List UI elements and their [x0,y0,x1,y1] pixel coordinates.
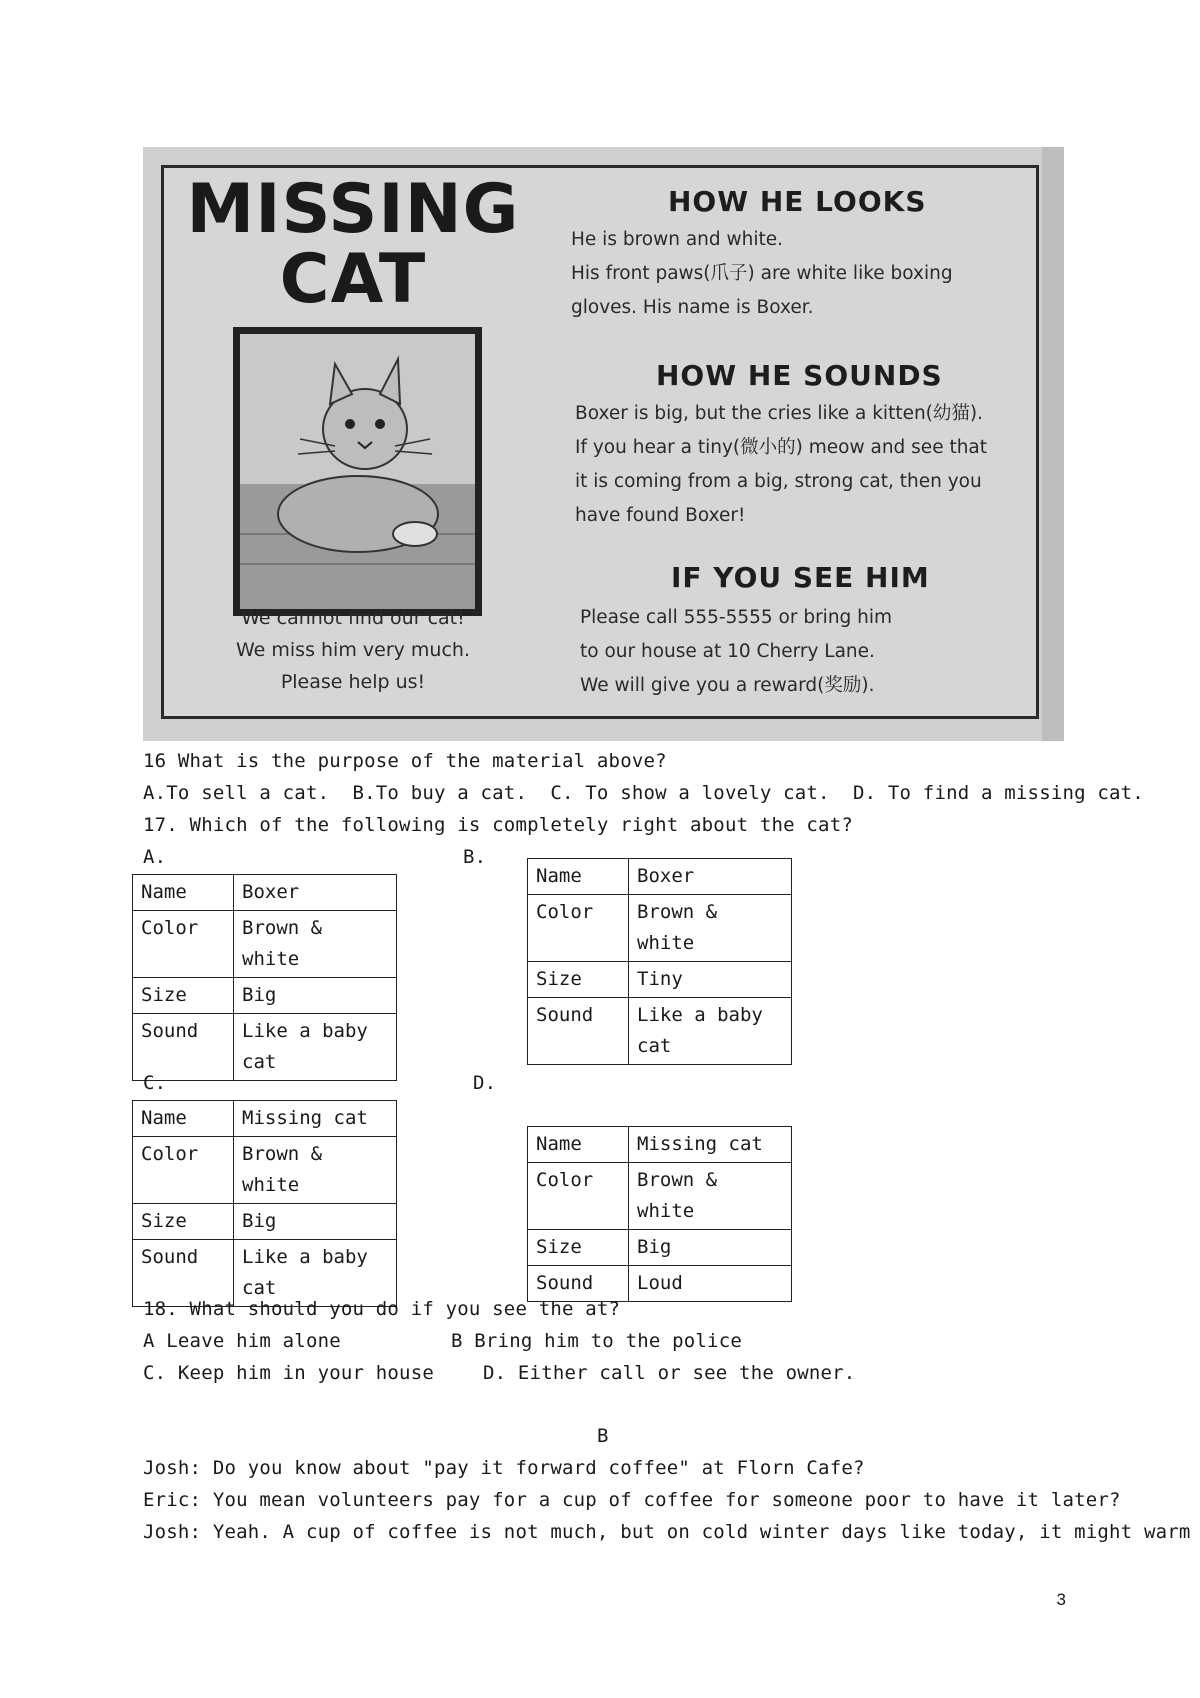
page-number: 3 [1056,1590,1066,1609]
table-key: Sound [133,1240,234,1307]
poster-caption [203,602,503,698]
q17-label-a: A. [143,846,167,868]
table-value: Boxer [234,875,397,911]
q17-label-b: B. [463,846,487,868]
looks-text [571,223,953,325]
table-row [528,895,792,962]
table-value: Like a baby cat [234,1240,397,1307]
table-row [528,1266,792,1302]
section-b-label: B [597,1425,609,1447]
table-row [528,1163,792,1230]
table-key: Sound [528,998,629,1065]
heading-if-you-see-him: IF YOU SEE HIM [671,561,930,594]
missing-cat-poster [143,147,1064,741]
table-value: Like a baby cat [629,998,792,1065]
q17-table-d [527,1126,792,1302]
table-row [133,1240,397,1307]
table-key: Color [133,1137,234,1204]
heading-how-he-sounds: HOW HE SOUNDS [656,359,943,392]
text-line: Please call 555-5555 or bring him [580,607,893,628]
table-key: Size [528,962,629,998]
table-value: Missing cat [629,1127,792,1163]
table-key: Name [528,859,629,895]
cat-photo [233,327,482,616]
table-value: Big [234,1204,397,1240]
table-row [133,1014,397,1081]
table-value: Tiny [629,962,792,998]
text-line: We will give you a reward(奖励). [580,675,875,696]
table-row [133,911,397,978]
table-key: Sound [133,1014,234,1081]
q16-options: A.To sell a cat. B.To buy a cat. C. To show a lovely cat. D. To find a missing cat. [143,782,1144,804]
caption-line: We miss him very much. [235,639,470,661]
q18-option-c: C. Keep him in your house [143,1362,434,1384]
q17-table-c [132,1100,397,1307]
table-value: Brown & white [234,1137,397,1204]
table-row [528,1127,792,1163]
poster-edge [1042,147,1064,741]
cat-illustration-icon [240,334,475,609]
table-row [133,1101,397,1137]
text-line: Boxer is big, but the cries like a kitten(幼猫). [575,403,983,424]
q17-table-a [132,874,397,1081]
text-line: gloves. His name is Boxer. [571,297,814,318]
caption-line: We cannot find our cat! [241,607,465,629]
q17-question: 17. Which of the following is completely right about the cat? [143,814,853,836]
heading-how-he-looks: HOW HE LOOKS [668,185,927,218]
table-key: Size [528,1230,629,1266]
q17-label-c: C. [143,1072,167,1094]
table-key: Name [528,1127,629,1163]
dialogue-line: Eric: You mean volunteers pay for a cup of coffee for someone poor to have it later? [143,1489,1121,1511]
table-value: Missing cat [234,1101,397,1137]
see-him-text [580,601,892,703]
table-row [528,1230,792,1266]
table-key: Name [133,1101,234,1137]
table-row [133,1137,397,1204]
text-line: to our house at 10 Cherry Lane. [580,641,875,662]
poster-title [183,170,523,319]
q18-question: 18. What should you do if you see the at? [143,1298,621,1320]
table-row [133,978,397,1014]
table-value: Big [234,978,397,1014]
table-key: Color [528,895,629,962]
text-line: If you hear a tiny(微小的) meow and see that [575,437,988,458]
poster-title-line1: MISSING [186,170,520,249]
dialogue-line: Josh: Yeah. A cup of coffee is not much, but on cold winter days like today, it might warm [143,1521,1191,1543]
table-key: Size [133,1204,234,1240]
text-line: it is coming from a big, strong cat, then you [575,471,982,492]
table-key: Color [133,911,234,978]
dialogue-line: Josh: Do you know about "pay it forward coffee" at Florn Cafe? [143,1457,865,1479]
caption-line: Please help us! [280,671,426,693]
q18-option-b: B Bring him to the police [451,1330,742,1352]
table-key: Color [528,1163,629,1230]
text-line: His front paws(爪子) are white like boxing [571,263,953,284]
q18-option-d: D. Either call or see the owner. [483,1362,856,1384]
text-line: He is brown and white. [571,229,784,250]
table-key: Name [133,875,234,911]
sounds-text [575,397,987,533]
table-value: Boxer [629,859,792,895]
table-row [528,859,792,895]
table-key: Sound [528,1266,629,1302]
table-value: Brown & white [234,911,397,978]
q17-label-d: D. [473,1072,497,1094]
table-row [133,875,397,911]
text-line: have found Boxer! [575,505,746,526]
q17-table-b [527,858,792,1065]
table-row [528,962,792,998]
table-value: Brown & white [629,895,792,962]
table-key: Size [133,978,234,1014]
q16-question: 16 What is the purpose of the material above? [143,750,667,772]
q18-option-a: A Leave him alone [143,1330,341,1352]
table-row [133,1204,397,1240]
table-value: Big [629,1230,792,1266]
table-value: Loud [629,1266,792,1302]
table-value: Like a baby cat [234,1014,397,1081]
poster-title-line2: CAT [279,240,427,319]
table-row [528,998,792,1065]
table-value: Brown & white [629,1163,792,1230]
